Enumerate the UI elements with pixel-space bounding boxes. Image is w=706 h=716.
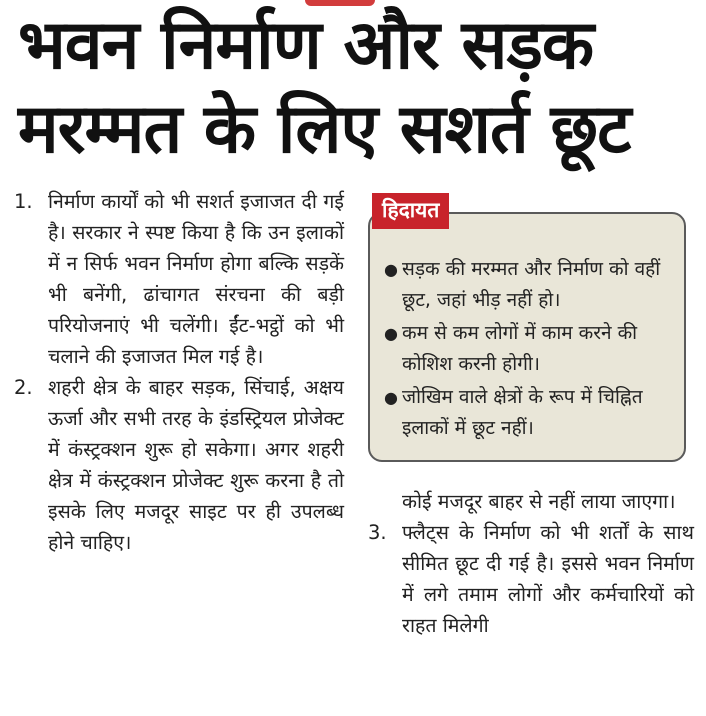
left-column	[14, 186, 344, 558]
headline	[18, 4, 698, 172]
guideline-item	[384, 382, 676, 444]
item-number: 3.	[368, 521, 387, 544]
item-text: निर्माण कार्यों को भी सशर्त इजाजत दी गई है। सरकार ने स्पष्ट किया है कि उन इलाकों में न सिर्फ भवन निर्माण होगा बल्कि सड़कें भी बनेंगी, ढांचागत संरचना की बड़ी परियोजनाएं भी चलेंगी। ईंट-भट्ठों को भी चलाने की इजाजत मिल गई है।	[48, 190, 344, 368]
continuation-text: कोई मजदूर बाहर से नहीं लाया जाएगा।	[402, 490, 676, 513]
headline-line-1: भवन निर्माण और सड़क	[18, 6, 594, 85]
article-item-2	[14, 372, 344, 558]
guidelines-tag: हिदायत	[372, 193, 449, 229]
guideline-text: सड़क की मरम्मत और निर्माण को वहीं छूट, जहां भीड़ नहीं हो।	[402, 258, 661, 311]
article-item-1	[14, 186, 344, 372]
headline-line-2: मरम्मत के लिए सशर्त छूट	[18, 90, 631, 169]
item-number: 1.	[14, 190, 33, 213]
guidelines-box	[368, 212, 686, 462]
guideline-text: जोखिम वाले क्षेत्रों के रूप में चिह्नित इलाकों में छूट नहीं।	[402, 386, 643, 439]
guideline-item	[384, 254, 676, 316]
guidelines-list	[384, 254, 676, 446]
item-text: फ्लैट्स के निर्माण को भी शर्तों के साथ सीमित छूट दी गई है। इससे भवन निर्माण में लगे तमाम लोगों और कर्मचारियों को राहत मिलेगी	[402, 521, 694, 637]
item-text: शहरी क्षेत्र के बाहर सड़क, सिंचाई, अक्षय ऊर्जा और सभी तरह के इंडस्ट्रियल प्रोजेक्ट में कंस्ट्रक्शन शुरू हो सकेगा। अगर शहरी क्षेत्र में कंस्ट्रक्शन प्रोजेक्ट शुरू करना है तो इसके लिए मजदूर साइट पर ही उपलब्ध होने चाहिए।	[48, 376, 344, 554]
guideline-item	[384, 318, 676, 380]
right-column	[368, 486, 694, 641]
item-number: 2.	[14, 376, 33, 399]
guideline-text: कम से कम लोगों में काम करने की कोशिश करनी होगी।	[402, 322, 638, 375]
bullet-icon: ●	[384, 324, 398, 343]
article-item-3	[368, 517, 694, 641]
bullet-icon: ●	[384, 388, 398, 407]
bullet-icon: ●	[384, 260, 398, 279]
